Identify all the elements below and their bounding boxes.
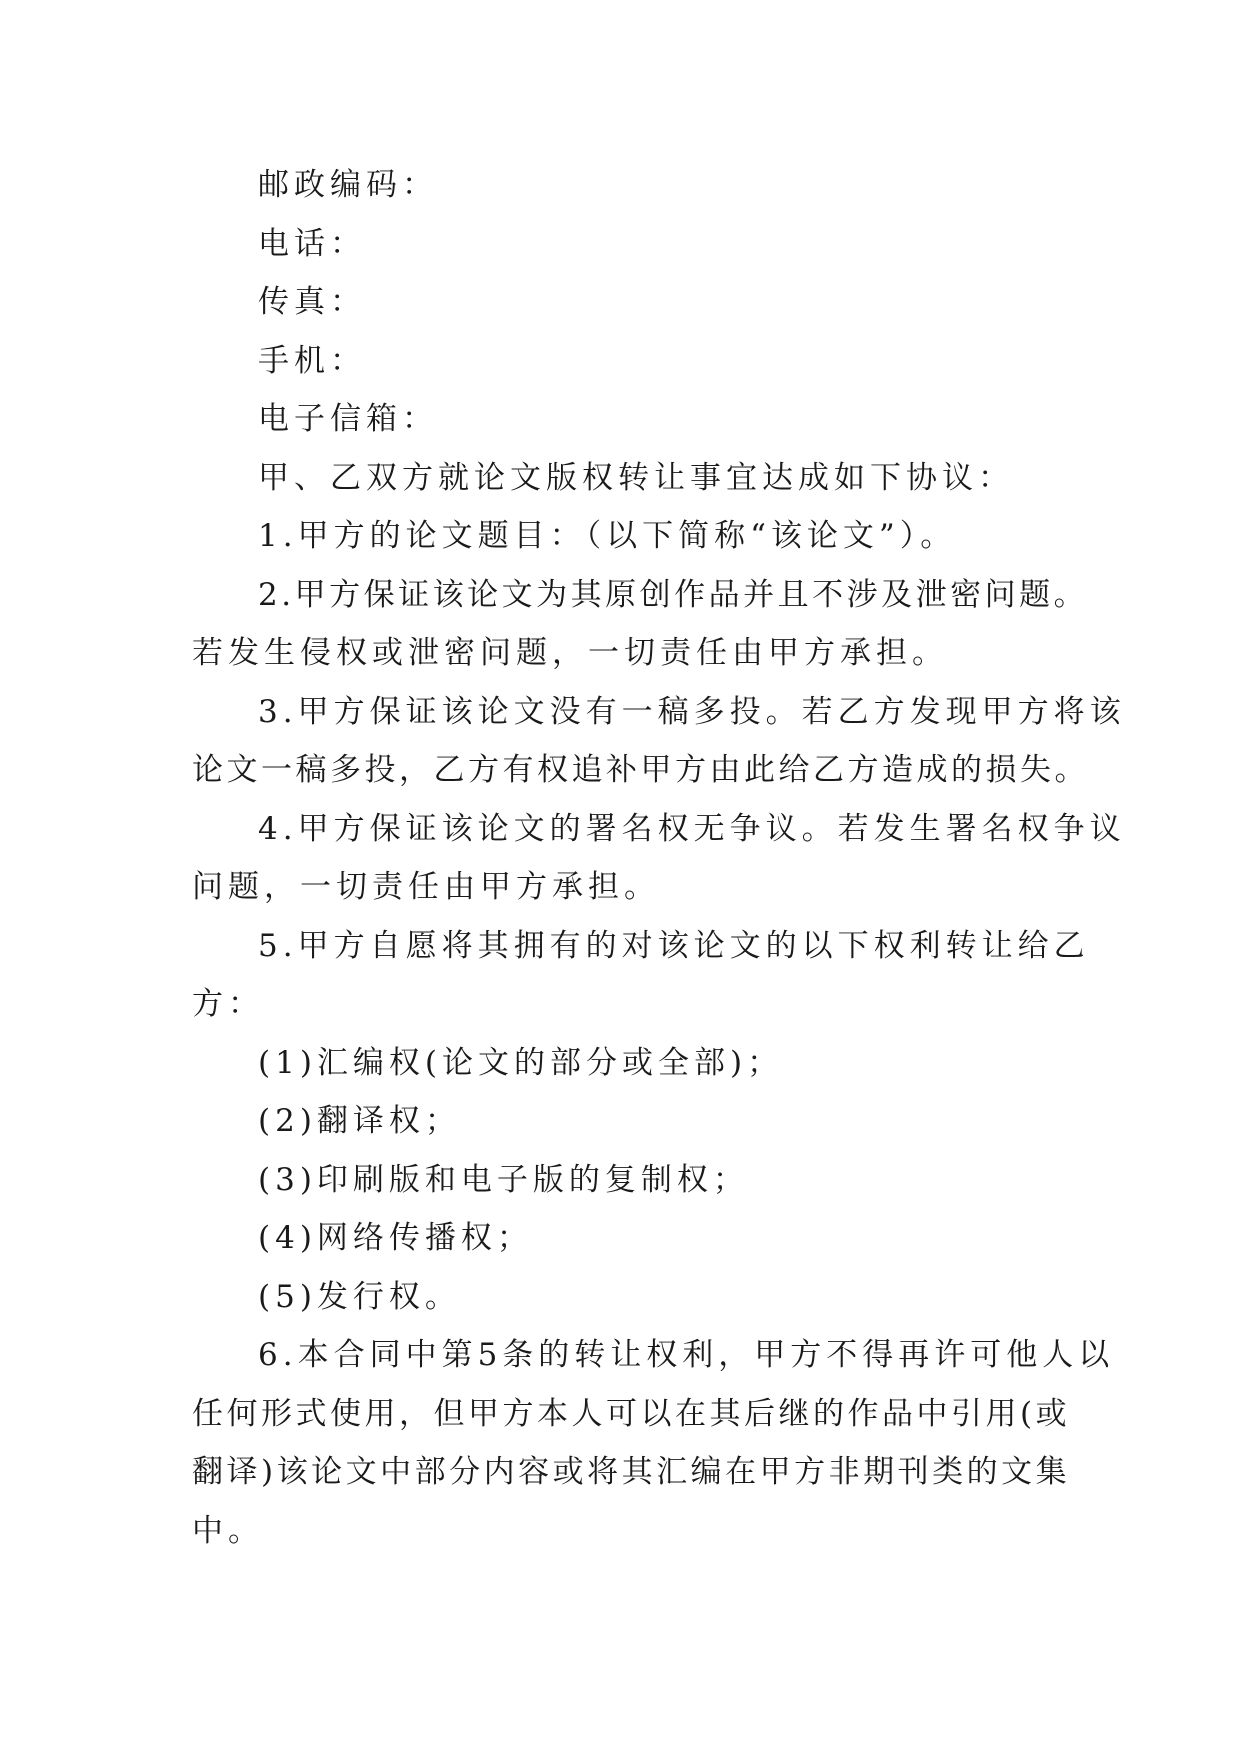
mobile-label: 手机： (258, 342, 366, 379)
right-item-2: (2)翻译权； (258, 1103, 461, 1139)
clause-5-line-1: 5.甲方自愿将其拥有的对该论文的以下权利转让给乙 (258, 927, 1090, 964)
clause-6-line-2: 任何形式使用，但甲方本人可以在其后继的作品中引用(或 (192, 1395, 1071, 1432)
clause-1: 1.甲方的论文题目：（以下简称“该论文”）。 (258, 518, 957, 554)
clause-6-line-3: 翻译)该论文中部分内容或将其汇编在甲方非期刊类的文集 (192, 1454, 1071, 1490)
agreement-intro: 甲、乙双方就论文版权转让事宜达成如下协议： (258, 459, 1014, 496)
clause-4-line-1: 4.甲方保证该论文的署名权无争议。若发生署名权争议 (258, 810, 1126, 847)
clause-2-line-2: 若发生侵权或泄密问题，一切责任由甲方承担。 (192, 635, 948, 671)
right-item-5: (5)发行权。 (258, 1278, 461, 1315)
clause-2-line-1: 2.甲方保证该论文为其原创作品并且不涉及泄密问题。 (258, 576, 1089, 613)
clause-5-line-2: 方： (192, 986, 264, 1022)
clause-6-line-1: 6.本合同中第5条的转让权利，甲方不得再许可他人以 (258, 1337, 1115, 1373)
right-item-1: (1)汇编权(论文的部分或全部)； (258, 1044, 784, 1081)
document-body (192, 156, 1126, 1560)
clause-4-line-2: 问题，一切责任由甲方承担。 (192, 869, 660, 905)
email-label: 电子信箱： (258, 401, 438, 437)
fax-label: 传真： (258, 284, 366, 320)
postal-code-label: 邮政编码： (258, 167, 438, 203)
phone-label: 电话： (258, 225, 366, 262)
clause-6-line-4: 中。 (192, 1512, 264, 1549)
clause-3-line-1: 3.甲方保证该论文没有一稿多投。若乙方发现甲方将该 (258, 693, 1126, 730)
clause-3-line-2: 论文一稿多投，乙方有权追补甲方由此给乙方造成的损失。 (192, 752, 1089, 788)
right-item-3: (3)印刷版和电子版的复制权； (258, 1161, 749, 1198)
right-item-4: (4)网络传播权； (258, 1220, 533, 1256)
